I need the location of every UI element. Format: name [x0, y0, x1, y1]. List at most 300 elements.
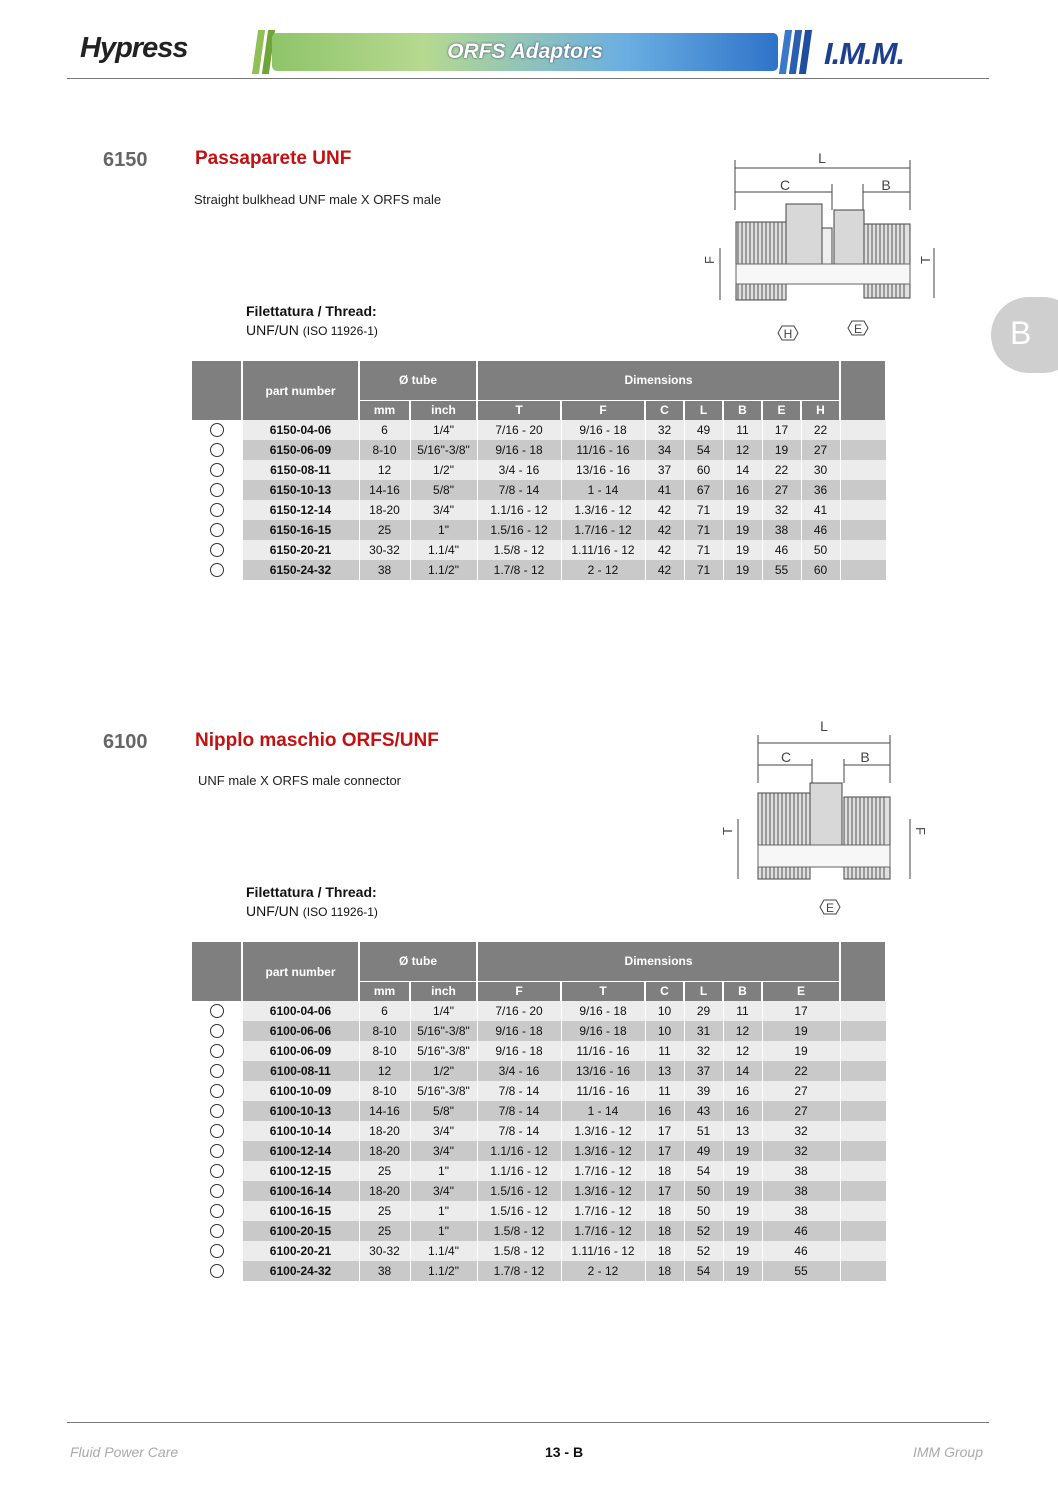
- value-cell: 19: [723, 500, 762, 520]
- row-select[interactable]: [192, 1161, 242, 1181]
- value-cell: 3/4 - 16: [477, 460, 561, 480]
- part-number-cell: 6100-06-09: [242, 1041, 359, 1061]
- radio-icon[interactable]: [210, 1004, 224, 1018]
- radio-icon[interactable]: [210, 523, 224, 537]
- value-cell: 1.3/16 - 12: [561, 1141, 645, 1161]
- extra-cell: [840, 1081, 886, 1101]
- value-cell: 18: [645, 1201, 684, 1221]
- value-cell: 9/16 - 18: [561, 1001, 645, 1021]
- table-body-6150: [192, 420, 886, 580]
- extra-cell: [840, 1141, 886, 1161]
- extra-cell: [840, 540, 886, 560]
- extra-cell: [840, 1221, 886, 1241]
- value-cell: 1.5/8 - 12: [477, 540, 561, 560]
- value-cell: 5/16"-3/8": [410, 1021, 477, 1041]
- value-cell: 5/8": [410, 1101, 477, 1121]
- value-cell: 17: [762, 1001, 840, 1021]
- dimensions-header: Dimensions: [477, 942, 840, 981]
- value-cell: 27: [801, 440, 840, 460]
- col-T: T: [561, 981, 645, 1001]
- section-description-6100: UNF male X ORFS male connector: [198, 773, 402, 788]
- row-select[interactable]: [192, 1261, 242, 1281]
- value-cell: 38: [762, 1161, 840, 1181]
- value-cell: 1.1/16 - 12: [477, 1161, 561, 1181]
- radio-icon[interactable]: [210, 1064, 224, 1078]
- row-select[interactable]: [192, 1121, 242, 1141]
- value-cell: 32: [684, 1041, 723, 1061]
- value-cell: 13/16 - 16: [561, 460, 645, 480]
- value-cell: 18-20: [359, 1141, 410, 1161]
- value-cell: 2 - 12: [561, 1261, 645, 1281]
- row-select[interactable]: [192, 1241, 242, 1261]
- radio-icon[interactable]: [210, 1164, 224, 1178]
- value-cell: 17: [645, 1121, 684, 1141]
- drawing-label-B: B: [860, 749, 870, 765]
- value-cell: 60: [801, 560, 840, 580]
- extra-cell: [840, 1101, 886, 1121]
- table-row: [192, 1161, 886, 1181]
- value-cell: 16: [645, 1101, 684, 1121]
- col-F: F: [561, 400, 645, 420]
- value-cell: 54: [684, 440, 723, 460]
- extra-cell: [840, 560, 886, 580]
- value-cell: 14: [723, 460, 762, 480]
- row-select[interactable]: [192, 1041, 242, 1061]
- value-cell: 12: [723, 1021, 762, 1041]
- col-E: E: [762, 400, 801, 420]
- value-cell: 5/16"-3/8": [410, 1081, 477, 1101]
- part-number-cell: 6100-24-32: [242, 1261, 359, 1281]
- table-row: [192, 1041, 886, 1061]
- part-number-cell: 6150-16-15: [242, 520, 359, 540]
- part-number-cell: 6150-06-09: [242, 440, 359, 460]
- value-cell: 1.1/2": [410, 1261, 477, 1281]
- thread-value-6150: [246, 322, 378, 338]
- page-title: ORFS Adaptors: [447, 40, 603, 63]
- value-cell: 9/16 - 18: [561, 1021, 645, 1041]
- table-row: [192, 460, 886, 480]
- row-select[interactable]: [192, 420, 242, 440]
- value-cell: 38: [762, 1201, 840, 1221]
- value-cell: 19: [762, 440, 801, 460]
- value-cell: 1.7/8 - 12: [477, 560, 561, 580]
- value-cell: 32: [762, 500, 801, 520]
- part-number-cell: 6100-20-15: [242, 1221, 359, 1241]
- value-cell: 5/16"-3/8": [410, 1041, 477, 1061]
- value-cell: 1.5/8 - 12: [477, 1241, 561, 1261]
- row-select[interactable]: [192, 1021, 242, 1041]
- value-cell: 60: [684, 460, 723, 480]
- value-cell: 9/16 - 18: [561, 420, 645, 440]
- tube-header: Ø tube: [359, 942, 477, 981]
- thread-type: UNF/UN: [246, 903, 299, 919]
- part-number-cell: 6150-08-11: [242, 460, 359, 480]
- value-cell: 34: [645, 440, 684, 460]
- value-cell: 1.7/16 - 12: [561, 1161, 645, 1181]
- value-cell: 16: [723, 480, 762, 500]
- value-cell: 1.1/4": [410, 1241, 477, 1261]
- value-cell: 19: [723, 1221, 762, 1241]
- value-cell: 19: [762, 1041, 840, 1061]
- table-row: [192, 1121, 886, 1141]
- row-select[interactable]: [192, 520, 242, 540]
- value-cell: 14-16: [359, 480, 410, 500]
- value-cell: 55: [762, 1261, 840, 1281]
- extra-header: [840, 942, 886, 1001]
- value-cell: 17: [645, 1181, 684, 1201]
- value-cell: 12: [359, 1061, 410, 1081]
- value-cell: 13: [723, 1121, 762, 1141]
- drawing-label-C: C: [780, 749, 792, 765]
- table-row: [192, 1001, 886, 1021]
- thread-standard: (ISO 11926-1): [302, 324, 378, 338]
- value-cell: 8-10: [359, 1081, 410, 1101]
- extra-header: [840, 361, 886, 420]
- footer-tagline: Fluid Power Care: [70, 1444, 179, 1460]
- value-cell: 9/16 - 18: [477, 440, 561, 460]
- value-cell: 55: [762, 560, 801, 580]
- value-cell: 31: [684, 1021, 723, 1041]
- radio-icon[interactable]: [210, 1184, 224, 1198]
- col-L: L: [684, 400, 723, 420]
- table-body-6100: [192, 1001, 886, 1281]
- col-E: E: [762, 981, 840, 1001]
- row-select[interactable]: [192, 500, 242, 520]
- value-cell: 11/16 - 16: [561, 440, 645, 460]
- value-cell: 46: [762, 1221, 840, 1241]
- value-cell: 1.3/16 - 12: [561, 1181, 645, 1201]
- value-cell: 19: [723, 1141, 762, 1161]
- value-cell: 1/2": [410, 460, 477, 480]
- drawing-label-B: B: [881, 177, 891, 193]
- table-row: [192, 1021, 886, 1041]
- value-cell: 41: [801, 500, 840, 520]
- value-cell: 7/8 - 14: [477, 480, 561, 500]
- table-6100: [192, 942, 887, 1281]
- table-row: [192, 1261, 886, 1281]
- value-cell: 6: [359, 1001, 410, 1021]
- value-cell: 18: [645, 1221, 684, 1241]
- table-row: [192, 1241, 886, 1261]
- value-cell: 11: [723, 420, 762, 440]
- value-cell: 1": [410, 1161, 477, 1181]
- extra-cell: [840, 1121, 886, 1141]
- radio-icon[interactable]: [210, 423, 224, 437]
- value-cell: 1.5/16 - 12: [477, 520, 561, 540]
- value-cell: 71: [684, 540, 723, 560]
- col-B: B: [723, 400, 762, 420]
- section-title-6100: Nipplo maschio ORFS/UNF: [195, 730, 439, 751]
- value-cell: 51: [684, 1121, 723, 1141]
- thread-label-6150: Filettatura / Thread:: [246, 303, 377, 319]
- value-cell: 43: [684, 1101, 723, 1121]
- value-cell: 38: [359, 560, 410, 580]
- table-row: [192, 520, 886, 540]
- extra-cell: [840, 1261, 886, 1281]
- extra-cell: [840, 460, 886, 480]
- drawing-label-F: F: [913, 827, 928, 835]
- table-row: [192, 540, 886, 560]
- value-cell: 38: [359, 1261, 410, 1281]
- row-select[interactable]: [192, 1181, 242, 1201]
- value-cell: 1 - 14: [561, 480, 645, 500]
- value-cell: 50: [684, 1181, 723, 1201]
- dimensions-header: Dimensions: [477, 361, 840, 400]
- value-cell: 14-16: [359, 1101, 410, 1121]
- table-row: [192, 560, 886, 580]
- radio-icon[interactable]: [210, 1044, 224, 1058]
- value-cell: 22: [801, 420, 840, 440]
- extra-cell: [840, 1161, 886, 1181]
- col-inch: inch: [410, 400, 477, 420]
- drawing-label-T: T: [720, 827, 735, 835]
- value-cell: 1.1/16 - 12: [477, 1141, 561, 1161]
- table-row: [192, 500, 886, 520]
- footer-company: IMM Group: [912, 1444, 983, 1460]
- table-row: [192, 1201, 886, 1221]
- value-cell: 42: [645, 540, 684, 560]
- value-cell: 18: [645, 1161, 684, 1181]
- extra-cell: [840, 1041, 886, 1061]
- value-cell: 18-20: [359, 1181, 410, 1201]
- imm-logo: I.M.M.: [824, 36, 905, 71]
- extra-cell: [840, 1061, 886, 1081]
- table-row: [192, 1141, 886, 1161]
- value-cell: 11: [723, 1001, 762, 1021]
- part-number-header: part number: [242, 361, 359, 420]
- drawing-label-E: E: [825, 901, 835, 915]
- value-cell: 1.5/8 - 12: [477, 1221, 561, 1241]
- value-cell: 16: [723, 1081, 762, 1101]
- value-cell: 42: [645, 500, 684, 520]
- table-row: [192, 1061, 886, 1081]
- part-number-header: part number: [242, 942, 359, 1001]
- value-cell: 27: [762, 1081, 840, 1101]
- value-cell: 1/4": [410, 420, 477, 440]
- value-cell: 1.7/16 - 12: [561, 520, 645, 540]
- row-select[interactable]: [192, 1201, 242, 1221]
- value-cell: 1": [410, 1201, 477, 1221]
- part-number-cell: 6100-06-06: [242, 1021, 359, 1041]
- row-select[interactable]: [192, 1221, 242, 1241]
- radio-icon[interactable]: [210, 463, 224, 477]
- part-number-cell: 6100-16-14: [242, 1181, 359, 1201]
- value-cell: 13/16 - 16: [561, 1061, 645, 1081]
- thread-standard: (ISO 11926-1): [302, 905, 378, 919]
- part-number-cell: 6100-12-15: [242, 1161, 359, 1181]
- header-divider: [67, 78, 989, 79]
- section-description-6150: Straight bulkhead UNF male X ORFS male: [194, 192, 442, 207]
- value-cell: 37: [684, 1061, 723, 1081]
- row-select[interactable]: [192, 1141, 242, 1161]
- radio-icon[interactable]: [210, 543, 224, 557]
- value-cell: 14: [723, 1061, 762, 1081]
- extra-cell: [840, 1021, 886, 1041]
- value-cell: 50: [684, 1201, 723, 1221]
- row-select[interactable]: [192, 1001, 242, 1021]
- col-mm: mm: [359, 400, 410, 420]
- table-row: [192, 480, 886, 500]
- radio-icon[interactable]: [210, 503, 224, 517]
- value-cell: 1.5/16 - 12: [477, 1201, 561, 1221]
- value-cell: 19: [723, 540, 762, 560]
- value-cell: 12: [359, 460, 410, 480]
- select-header: [192, 361, 242, 420]
- table-row: [192, 1101, 886, 1121]
- value-cell: 1.5/16 - 12: [477, 1181, 561, 1201]
- extra-cell: [840, 420, 886, 440]
- col-C: C: [645, 400, 684, 420]
- drawing-label-F: F: [702, 256, 717, 264]
- col-F: F: [477, 981, 561, 1001]
- value-cell: 25: [359, 1201, 410, 1221]
- value-cell: 30-32: [359, 540, 410, 560]
- radio-icon[interactable]: [210, 1084, 224, 1098]
- part-number-cell: 6100-04-06: [242, 1001, 359, 1021]
- extra-cell: [840, 480, 886, 500]
- value-cell: 3/4": [410, 1121, 477, 1141]
- value-cell: 11/16 - 16: [561, 1081, 645, 1101]
- value-cell: 9/16 - 18: [477, 1021, 561, 1041]
- extra-cell: [840, 1241, 886, 1261]
- value-cell: 19: [723, 1181, 762, 1201]
- value-cell: 3/4": [410, 1181, 477, 1201]
- part-number-cell: 6150-20-21: [242, 540, 359, 560]
- value-cell: 52: [684, 1241, 723, 1261]
- value-cell: 1.11/16 - 12: [561, 540, 645, 560]
- part-number-cell: 6150-24-32: [242, 560, 359, 580]
- value-cell: 22: [762, 460, 801, 480]
- section-tab-letter: B: [1010, 315, 1032, 351]
- value-cell: 11/16 - 16: [561, 1041, 645, 1061]
- value-cell: 2 - 12: [561, 560, 645, 580]
- value-cell: 71: [684, 500, 723, 520]
- value-cell: 10: [645, 1001, 684, 1021]
- value-cell: 7/16 - 20: [477, 1001, 561, 1021]
- radio-icon[interactable]: [210, 563, 224, 577]
- value-cell: 18: [645, 1261, 684, 1281]
- value-cell: 49: [684, 420, 723, 440]
- value-cell: 6: [359, 420, 410, 440]
- part-number-cell: 6100-08-11: [242, 1061, 359, 1081]
- value-cell: 22: [762, 1061, 840, 1081]
- value-cell: 1.7/8 - 12: [477, 1261, 561, 1281]
- value-cell: 32: [762, 1141, 840, 1161]
- footer-divider: [67, 1422, 989, 1423]
- page-number: 13 - B: [544, 1444, 584, 1460]
- value-cell: 71: [684, 520, 723, 540]
- value-cell: 1.3/16 - 12: [561, 1121, 645, 1141]
- value-cell: 25: [359, 1161, 410, 1181]
- value-cell: 8-10: [359, 440, 410, 460]
- value-cell: 42: [645, 520, 684, 540]
- value-cell: 7/8 - 14: [477, 1121, 561, 1141]
- radio-icon[interactable]: [210, 1144, 224, 1158]
- row-select[interactable]: [192, 560, 242, 580]
- row-select[interactable]: [192, 1061, 242, 1081]
- drawing-label-H: H: [783, 327, 793, 341]
- value-cell: 52: [684, 1221, 723, 1241]
- value-cell: 3/4": [410, 500, 477, 520]
- radio-icon[interactable]: [210, 1264, 224, 1278]
- value-cell: 19: [762, 1021, 840, 1041]
- value-cell: 19: [723, 560, 762, 580]
- row-select[interactable]: [192, 480, 242, 500]
- row-select[interactable]: [192, 1101, 242, 1121]
- value-cell: 27: [762, 480, 801, 500]
- value-cell: 16: [723, 1101, 762, 1121]
- value-cell: 17: [762, 420, 801, 440]
- radio-icon[interactable]: [210, 483, 224, 497]
- part-number-cell: 6100-20-21: [242, 1241, 359, 1261]
- part-number-cell: 6100-12-14: [242, 1141, 359, 1161]
- row-select[interactable]: [192, 540, 242, 560]
- value-cell: 49: [684, 1141, 723, 1161]
- part-number-cell: 6100-10-09: [242, 1081, 359, 1101]
- row-select[interactable]: [192, 1081, 242, 1101]
- select-header: [192, 942, 242, 1001]
- radio-icon[interactable]: [210, 1204, 224, 1218]
- value-cell: 38: [762, 1181, 840, 1201]
- value-cell: 39: [684, 1081, 723, 1101]
- section-code-6100: 6100: [103, 731, 148, 753]
- value-cell: 7/8 - 14: [477, 1081, 561, 1101]
- tube-header: Ø tube: [359, 361, 477, 400]
- col-C: C: [645, 981, 684, 1001]
- col-B: B: [723, 981, 762, 1001]
- drawing-label-T: T: [918, 256, 933, 264]
- radio-icon[interactable]: [210, 1244, 224, 1258]
- value-cell: 29: [684, 1001, 723, 1021]
- row-select[interactable]: [192, 440, 242, 460]
- value-cell: 42: [645, 560, 684, 580]
- thread-type: UNF/UN: [246, 322, 299, 338]
- value-cell: 1/2": [410, 1061, 477, 1081]
- radio-icon[interactable]: [210, 1024, 224, 1038]
- value-cell: 18-20: [359, 1121, 410, 1141]
- value-cell: 3/4 - 16: [477, 1061, 561, 1081]
- value-cell: 30-32: [359, 1241, 410, 1261]
- value-cell: 1 - 14: [561, 1101, 645, 1121]
- part-number-cell: 6150-12-14: [242, 500, 359, 520]
- extra-cell: [840, 1201, 886, 1221]
- thread-value-6100: [246, 903, 378, 919]
- part-number-cell: 6100-10-14: [242, 1121, 359, 1141]
- part-number-cell: 6150-10-13: [242, 480, 359, 500]
- value-cell: 1.7/16 - 12: [561, 1221, 645, 1241]
- radio-icon[interactable]: [210, 1224, 224, 1238]
- connector-drawing: [710, 715, 930, 920]
- value-cell: 1.3/16 - 12: [561, 500, 645, 520]
- radio-icon[interactable]: [210, 1104, 224, 1118]
- value-cell: 50: [801, 540, 840, 560]
- radio-icon[interactable]: [210, 443, 224, 457]
- drawing-label-C: C: [779, 177, 791, 193]
- row-select[interactable]: [192, 460, 242, 480]
- value-cell: 1.1/2": [410, 560, 477, 580]
- radio-icon[interactable]: [210, 1124, 224, 1138]
- extra-cell: [840, 520, 886, 540]
- value-cell: 19: [723, 1201, 762, 1221]
- bulkhead-drawing: [700, 148, 950, 348]
- value-cell: 19: [723, 1261, 762, 1281]
- value-cell: 7/16 - 20: [477, 420, 561, 440]
- value-cell: 17: [645, 1141, 684, 1161]
- value-cell: 8-10: [359, 1021, 410, 1041]
- value-cell: 32: [762, 1121, 840, 1141]
- value-cell: 46: [762, 1241, 840, 1261]
- table-row: [192, 1181, 886, 1201]
